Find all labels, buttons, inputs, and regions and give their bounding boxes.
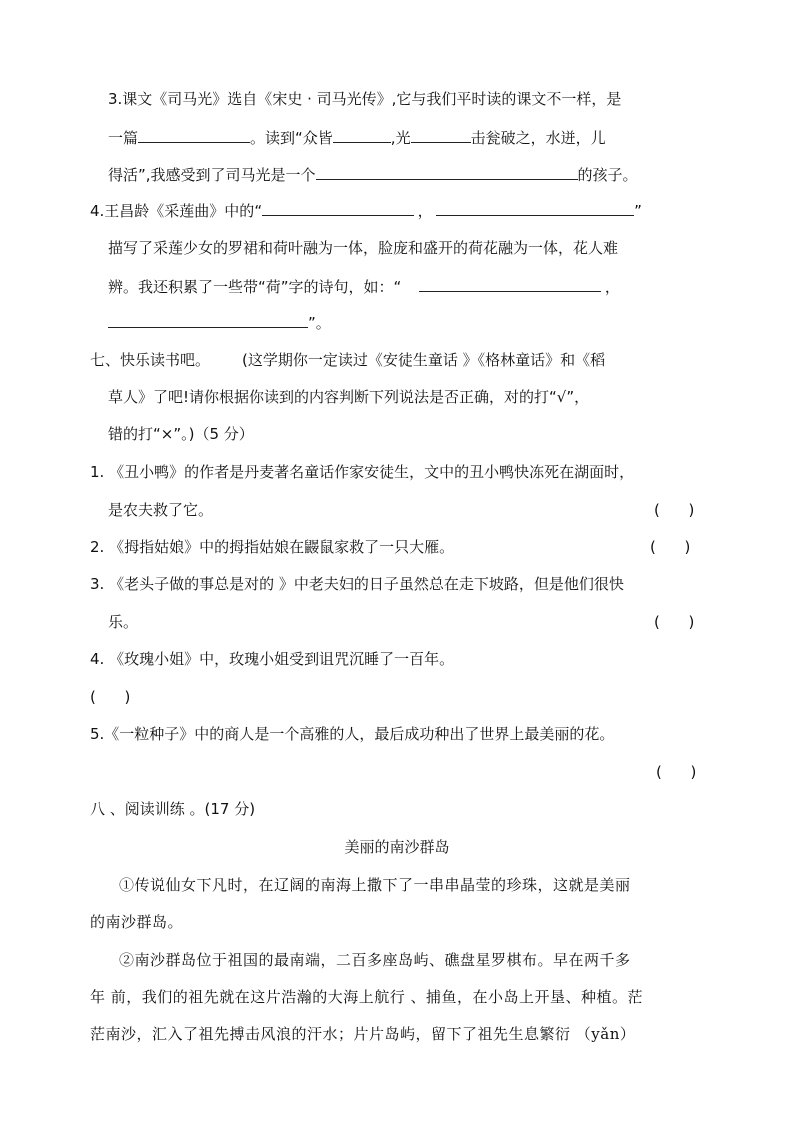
passage-p1-text2: 的南沙群岛。: [90, 913, 184, 931]
q7-item5-text: 5.《一粒种子》中的商人是一个高雅的人，最后成功种出了世界上最美丽的花。: [90, 725, 615, 743]
q7-heading-instruction: (这学期你一定读过《安徒生童话 》《格林童话》和《稻: [242, 351, 606, 369]
passage-p2-text1: ②南沙群岛位于祖国的最南端，二百多座岛屿、礁盘星罗棋布。早在两千多: [119, 951, 631, 969]
passage-p1-text1: ①传说仙女下凡时，在辽阔的南海上撒下了一串串晶莹的珍珠，这就是美丽: [119, 876, 631, 894]
q7-item1-line1: [90, 462, 634, 482]
answer-blank-text-type[interactable]: [138, 127, 250, 143]
q7-item4-text: 4. 《玫瑰小姐》中，玫瑰小姐受到诅咒沉睡了一百年。: [90, 650, 455, 668]
answer-blank-simaguang-trait[interactable]: [316, 164, 578, 180]
passage-p2-line2: [90, 987, 643, 1007]
q6-item4-line2: [108, 238, 618, 258]
q7-item3-text2: 乐。: [108, 613, 139, 631]
q6-item4-line3: [108, 276, 623, 297]
q6-item3-text3b: 的孩子。: [577, 166, 638, 184]
q6-item3-line2: [108, 127, 606, 148]
q7-item1-text2: 是农夫救了它。: [108, 501, 214, 519]
q7-heading-line3: [108, 424, 254, 444]
q7-item2-line1: [90, 537, 454, 557]
q7-item1-line2: [108, 500, 213, 520]
q7-item1-text: 1. 《丑小鸭》的作者是丹麦著名童话作家安徒生，文中的丑小鸭快冻死在湖面时，: [90, 463, 635, 481]
q7-item5-line1: [90, 724, 614, 744]
answer-blank-he-poem-2[interactable]: [108, 312, 308, 328]
q7-item3-line2: [108, 612, 138, 632]
answer-blank-poem-line2[interactable]: [436, 200, 634, 216]
q6-item3-text2c: ,光: [390, 129, 411, 147]
answer-blank-guang[interactable]: [411, 127, 471, 143]
q6-item4-quote-close: ”: [634, 202, 642, 220]
q7-item3-line1: [90, 574, 624, 594]
q8-heading-text: 八 、阅读训练 。(17 分): [90, 800, 256, 818]
answer-paren-5[interactable]: ( ): [656, 763, 697, 781]
q6-item3-text1: 3.课文《司马光》选自《宋史 · 司马光传》,它与我们平时读的课文不一样，是: [108, 90, 622, 108]
q6-item3-text2b: 。读到“众皆: [250, 129, 333, 147]
q6-item4-text3a: 辨。我还积累了一些带“荷”字的诗句，如：“: [108, 278, 402, 296]
passage-p2-text2: 年 前，我们的祖先就在这片浩瀚的大海上航行 、捕鱼，在小岛上开垦、种植。茫: [90, 988, 644, 1006]
q7-item2-text: 2. 《拇指姑娘》中的拇指姑娘在鼹鼠家救了一只大雁。: [90, 538, 455, 556]
q8-heading: [90, 799, 255, 819]
q7-item3-text: 3. 《老头子做的事总是对的 》中老夫妇的日子虽然总在走下坡路，但是他们很快: [90, 575, 624, 593]
answer-paren-3[interactable]: ( ): [654, 613, 695, 631]
answer-blank-poem-line1[interactable]: [262, 200, 414, 216]
answer-paren-1[interactable]: ( ): [654, 501, 695, 519]
q6-item4-text1a: 4.王昌龄《采莲曲》中的“: [90, 202, 263, 220]
passage-p1-line1: [119, 875, 631, 895]
passage-p1-line2: [90, 912, 183, 932]
q6-item4-line1: [90, 200, 642, 221]
q6-item3-text2a: 一篇: [108, 129, 139, 147]
q6-item4-comma2: ，: [604, 278, 620, 296]
q7-heading-instruction-3: 错的打“×”。)（5 分）: [108, 425, 254, 443]
passage-p2-line1: [119, 950, 631, 970]
q6-item4-comma: ，: [417, 202, 433, 220]
q6-item3-text3a: 得活”,我感受到了司马光是一个: [108, 166, 316, 184]
q6-item4-line4: [108, 312, 331, 333]
passage-p2-line3: [90, 1024, 635, 1044]
q7-heading-line1: [90, 350, 605, 370]
q7-heading-line2: [108, 387, 589, 407]
answer-blank-zhongjie[interactable]: [333, 127, 391, 143]
answer-paren-2[interactable]: ( ): [650, 538, 691, 556]
q6-item3-line3: [108, 164, 638, 185]
q6-item4-text2: 描写了采莲少女的罗裙和荷叶融为一体，脸庞和盛开的荷花融为一体，花人难: [108, 239, 619, 257]
answer-blank-he-poem-1[interactable]: [419, 276, 601, 292]
q7-item4-line1: [90, 649, 454, 669]
q6-item4-text4: ”。: [308, 314, 331, 332]
q7-heading-instruction-2: 草人》了吧!请你根据你读到的内容判断下列说法是否正确，对的打“√”，: [108, 388, 590, 406]
q6-item3-text2d: 击瓮破之，水迸，儿: [470, 129, 606, 147]
passage-title: 美丽的南沙群岛: [344, 838, 450, 856]
q6-item3-line1: [108, 89, 621, 109]
passage-p2-text3: 茫南沙，汇入了祖先搏击风浪的汗水；片片岛屿，留下了祖先生息繁衍 （yǎn）: [90, 1025, 636, 1043]
q7-heading-title: 七、快乐读书吧。: [90, 351, 211, 369]
answer-paren-4[interactable]: ( ): [90, 688, 131, 706]
